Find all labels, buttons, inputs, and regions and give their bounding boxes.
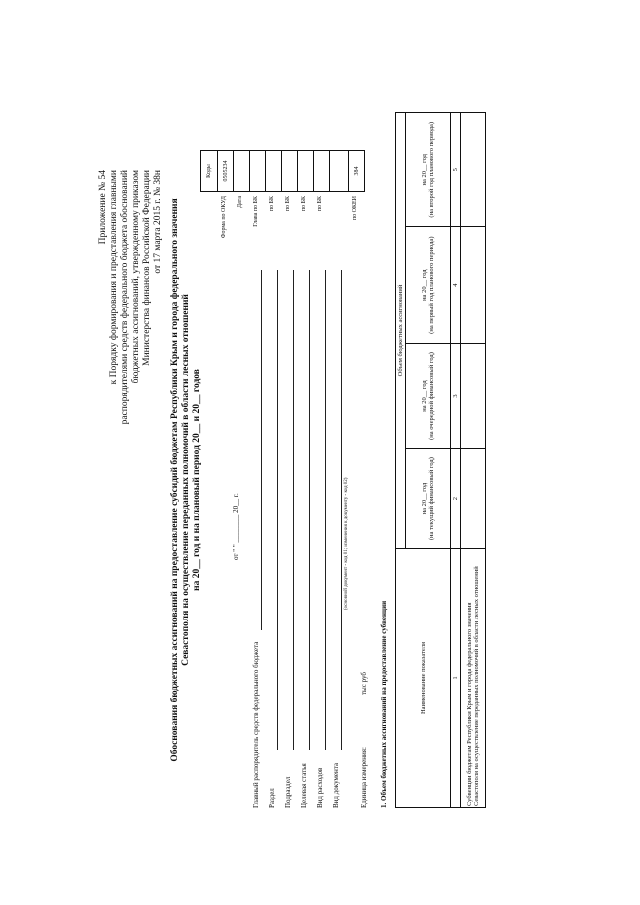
col-num-5: 5 bbox=[451, 113, 461, 227]
appendix-header bbox=[98, 170, 164, 530]
codes-table bbox=[200, 150, 365, 192]
col-year-2 bbox=[406, 343, 451, 448]
appendix-line-2: распорядителями средств федерального бюджета обоснований bbox=[120, 170, 130, 425]
label-okud: Форма по ОКУД bbox=[221, 196, 227, 239]
row-value-2 bbox=[461, 343, 486, 448]
col-year-2-desc: (на очередной финансовый год) bbox=[428, 352, 435, 440]
field-podrazdel-line bbox=[293, 270, 294, 750]
unit-value: тыс руб bbox=[360, 672, 368, 695]
label-glava: Глава по БК bbox=[253, 196, 259, 227]
codes-header: Коды bbox=[201, 151, 218, 192]
field-cs-label: Целевая статья bbox=[300, 763, 308, 808]
label-date: Дата bbox=[237, 196, 243, 208]
col-year-1-label: на 20__ год bbox=[421, 482, 428, 515]
col-num-1: 1 bbox=[451, 549, 461, 808]
title-line-3: на 20__ год и на плановый период 20__ и 20__ годов bbox=[192, 369, 202, 591]
codes-date-cell bbox=[234, 151, 250, 192]
appendix-line-5: от 17 марта 2015 г. № 38н bbox=[153, 170, 163, 274]
col-name-header: Наименование показателя bbox=[396, 549, 451, 808]
field-vr-line bbox=[325, 270, 326, 750]
col-year-4-desc: (на второй год планового периода) bbox=[428, 121, 435, 218]
row-name-line-1: Субвенции бюджетам Республики Крым и города федерального значения bbox=[466, 602, 473, 806]
field-cs-line bbox=[309, 270, 310, 750]
field-razdel-line bbox=[277, 270, 278, 750]
codes-bk4-cell bbox=[314, 151, 330, 192]
table-row bbox=[461, 549, 486, 808]
appendix-line-4: Министерства финансов Российской Федерации bbox=[142, 170, 152, 366]
col-num-2: 2 bbox=[451, 449, 461, 549]
col-year-3-desc: (на первый год планового периода) bbox=[428, 236, 435, 334]
label-bk-3: по БК bbox=[301, 196, 307, 212]
row-name-line-2: Севастополя на осуществление переданных полномочий в области лесных отношений bbox=[473, 566, 480, 806]
col-year-1 bbox=[406, 449, 451, 549]
unit-label: Единица измерения: bbox=[360, 747, 368, 808]
document-title bbox=[170, 130, 203, 830]
section-title: 1. Объем бюджетных ассигнований на предоставление субвенции bbox=[380, 600, 388, 808]
codes-bk1-cell bbox=[266, 151, 282, 192]
codes-labels bbox=[216, 196, 363, 256]
field-vd-line bbox=[341, 270, 342, 750]
col-year-4 bbox=[406, 113, 451, 227]
codes-bk3-cell bbox=[298, 151, 314, 192]
codes-vd-cell bbox=[330, 151, 349, 192]
rotated-document-page bbox=[90, 80, 590, 830]
field-grbs-line bbox=[261, 270, 262, 630]
field-vd-label: Вид документа bbox=[332, 762, 340, 808]
appendix-number: Приложение № 54 bbox=[98, 170, 108, 245]
field-vd-hint: (основной документ - код 01; изменения к документу - код 02) bbox=[344, 477, 349, 610]
codes-glava-cell bbox=[250, 151, 266, 192]
date-line: от " " ________ 20__ г. bbox=[232, 493, 240, 560]
field-vr-label: Вид расходов bbox=[316, 767, 324, 808]
field-razdel-label: Раздел bbox=[268, 788, 276, 808]
row-value-1 bbox=[461, 449, 486, 549]
col-num-3: 3 bbox=[451, 343, 461, 448]
field-grbs-label: Главный распорядитель средств федерального бюджета bbox=[252, 641, 260, 808]
field-podrazdel-label: Подраздел bbox=[284, 776, 292, 808]
col-year-2-label: на 20__ год bbox=[421, 380, 428, 412]
col-num-4: 4 bbox=[451, 227, 461, 343]
col-year-3 bbox=[406, 227, 451, 343]
title-line-2: Севастополя на осуществление переданных полномочий в области лесных отношений bbox=[181, 294, 191, 666]
codes-okei-cell: 384 bbox=[349, 151, 365, 192]
label-spacer bbox=[328, 196, 347, 256]
label-okei: по ОКЕИ bbox=[352, 196, 358, 221]
col-year-1-desc: (на текущий финансовый год) bbox=[428, 457, 435, 541]
label-bk-2: по БК bbox=[285, 196, 291, 212]
codes-form-cell: 0505234 bbox=[218, 151, 234, 192]
col-volume-header: Объем бюджетных ассигнований bbox=[396, 113, 406, 549]
title-line-1: Обоснования бюджетных ассигнований на предоставление субсидий бюджетам Республики Крым и города федерального значения bbox=[170, 198, 180, 762]
appendix-line-1: к Порядку формирования и представления главными bbox=[109, 170, 119, 385]
row-value-3 bbox=[461, 227, 486, 343]
row-value-4 bbox=[461, 113, 486, 227]
codes-bk2-cell bbox=[282, 151, 298, 192]
col-year-3-label: на 20__ год bbox=[421, 269, 428, 301]
main-table bbox=[395, 112, 486, 808]
col-year-4-label: на 20__ год bbox=[421, 154, 428, 186]
label-bk-1: по БК bbox=[269, 196, 275, 212]
label-bk-4: по БК bbox=[317, 196, 323, 212]
appendix-line-3: бюджетных ассигнований, утвержденному приказом bbox=[131, 170, 141, 384]
